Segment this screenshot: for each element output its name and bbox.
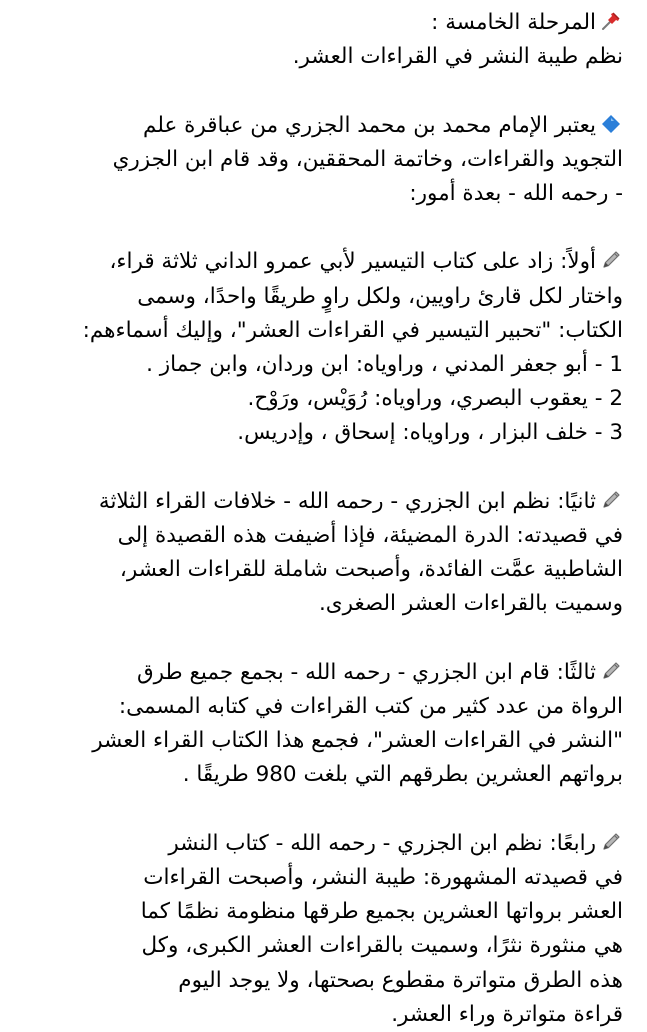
- spacer: [14, 211, 623, 245]
- spacer: [14, 793, 623, 827]
- header-line-2: نظم طيبة النشر في القراءات العشر.: [292, 44, 623, 70]
- third-line-1: [14, 656, 623, 690]
- intro-line-2: التجويد والقراءات، وخاتمة المحققين، وقد قام ابن الجزري: [112, 146, 623, 172]
- fourth-line-5: هذه الطرق متواترة مقطوع بصحتها، ولا يوجد اليوم: [178, 967, 623, 993]
- spacer: [14, 622, 623, 656]
- spacer: [14, 74, 623, 108]
- fourth-line-3: العشر برواتها العشرين بجميع طرقها منظومة نظمًا كما: [140, 899, 623, 925]
- second-line-3: الشاطبية عمَّت الفائدة، وأصبحت شاملة للقراءات العشر،: [119, 557, 623, 583]
- pen-icon: [599, 488, 623, 512]
- fourth-line-6: قراءة متواترة وراء العشر.: [391, 1001, 623, 1027]
- second-line-4: وسميت بالقراءات العشر الصغرى.: [318, 591, 623, 617]
- blue-diamond-icon: [599, 112, 623, 136]
- fourth-line-1: [14, 827, 623, 861]
- header-title: المرحلة الخامسة :: [431, 10, 596, 35]
- fourth-text-1: رابعًا: نظم ابن الجزري - رحمه الله - كتاب النشر: [168, 830, 596, 856]
- pushpin-icon: [599, 9, 623, 33]
- pen-icon: [599, 830, 623, 854]
- pen-icon: [599, 659, 623, 683]
- second-line-2: في قصيدته: الدرة المضيئة، فإذا أضيفت هذه القصيدة إلى: [117, 523, 623, 548]
- spacer: [14, 451, 623, 485]
- pen-icon: [599, 248, 623, 272]
- intro-line-3: - رحمه الله - بعدة أمور:: [409, 181, 623, 206]
- third-line-2: الرواة من عدد كثير من كتب القراءات في كتابه المسمى:: [118, 694, 623, 719]
- second-line-1: [14, 485, 623, 519]
- intro-text-1: يعتبر الإمام محمد بن محمد الجزري من عباقرة علم: [143, 112, 596, 138]
- list-item-3: 3 - خلف البزار ، وراوياه: إسحاق ، وإدريس.: [237, 420, 623, 446]
- third-text-1: ثالثًا: قام ابن الجزري - رحمه الله - بجمع جميع طرق: [136, 659, 596, 685]
- first-line-1: [14, 245, 623, 279]
- first-line-3: الكتاب: "تحبير التيسير في القراءات العشر"، وإليك أسماءهم:: [82, 317, 623, 343]
- list-item-1: 1 - أبو جعفر المدني ، وراوياه: ابن وردان، وابن جماز .: [146, 352, 623, 377]
- first-line-2: واختار لكل قارئ راويين، ولكل راوٍ طريقًا واحدًا، وسمى: [137, 283, 623, 309]
- second-text-1: ثانيًا: نظم ابن الجزري - رحمه الله - خلافات القراء الثلاثة: [98, 488, 596, 514]
- third-line-4: برواتهم العشرين بطرقهم التي بلغت 980 طريقًا .: [182, 762, 623, 788]
- fourth-line-2: في قصيدته المشهورة: طيبة النشر، وأصبحت القراءات: [143, 865, 623, 890]
- fourth-line-4: هي منثورة نثرًا، وسميت بالقراءات العشر الكبرى، وكل: [141, 933, 623, 959]
- intro-line-1: [14, 109, 623, 143]
- third-line-3: "النشر في القراءات العشر"، فجمع هذا الكتاب القراء العشر: [92, 728, 623, 754]
- list-item-2: 2 - يعقوب البصري، وراوياه: رُوَيْس، ورَوْح.: [247, 386, 623, 412]
- header-line-1: [14, 6, 623, 40]
- first-text-1: أولاً: زاد على كتاب التيسير لأبي عمرو الداني ثلاثة قراء،: [109, 249, 596, 275]
